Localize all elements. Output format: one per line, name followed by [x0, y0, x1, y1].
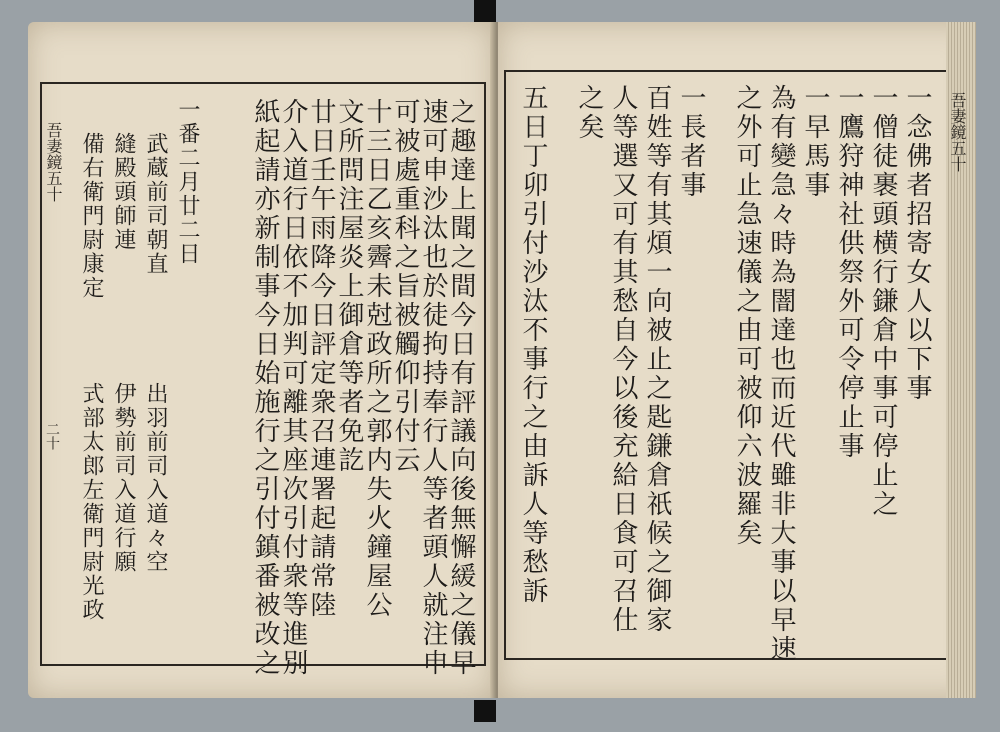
text-column: 一長者事: [676, 84, 706, 200]
spine-binding-bottom: [474, 700, 496, 722]
text-column: 武蔵前司朝直: [143, 132, 168, 276]
text-column: 文所問注屋炎上御倉等者免訖: [334, 98, 364, 475]
text-column: 速可申沙汰也於徒拘持奉行人等者頭人就注申: [418, 98, 448, 678]
left-margin-title: 吾妻鏡五十: [44, 122, 63, 202]
left-margin-page-number: 二十: [44, 422, 60, 450]
open-book: [28, 22, 976, 698]
text-column: 之矣: [574, 84, 604, 142]
text-column: 介入道行日依不加判可離其座次引付衆等進別: [278, 98, 308, 678]
text-column: 出羽前司入道々空: [143, 382, 168, 574]
text-column: 式部太郎左衛門尉光政: [79, 382, 104, 622]
text-column: 百姓等有其煩一向被止之匙鎌倉祇候之御家: [642, 84, 672, 635]
text-column: 之外可止急速儀之由可被仰六波羅矣: [732, 84, 762, 548]
text-column: 十三日乙亥霽未尅政所之郭内失火鐘屋公: [362, 98, 392, 620]
right-page: [498, 22, 976, 698]
text-column: 一念佛者招寄女人以下事: [902, 84, 932, 403]
text-column: 紙起請亦新制事今日始施行之引付鎮番被改之: [250, 98, 280, 678]
text-column: 人等選又可有其愁自今以後充給日食可召仕: [608, 84, 638, 635]
text-column: 五日丁卯引付沙汰不事行之由訴人等愁訴: [518, 84, 548, 606]
text-column: 伊勢前司入道行願: [111, 382, 136, 574]
text-column: 一番二月廿二日: [175, 98, 200, 266]
text-column: 一僧徒裹頭横行鎌倉中事可停止之: [868, 84, 898, 519]
text-column: 一早馬事: [800, 84, 830, 200]
text-column: 可被處重科之旨被觸仰引付云: [390, 98, 420, 475]
text-column: 之趣達上聞之間今日有評議向後無懈緩之儀早: [446, 98, 476, 678]
right-margin-title: 吾妻鏡五十: [948, 92, 967, 172]
text-column: 廿日壬午雨降今日評定衆召連署起請常陸: [306, 98, 336, 620]
left-page: [28, 22, 494, 698]
text-column: 為有變急々時為闇達也而近代雖非大事以早速: [766, 84, 796, 664]
spine-binding-top: [474, 0, 496, 22]
text-column: 備右衛門尉康定: [79, 132, 104, 300]
text-column: 縫殿頭師連: [111, 132, 136, 252]
text-column: 一鷹狩神社供祭外可令停止事: [834, 84, 864, 461]
